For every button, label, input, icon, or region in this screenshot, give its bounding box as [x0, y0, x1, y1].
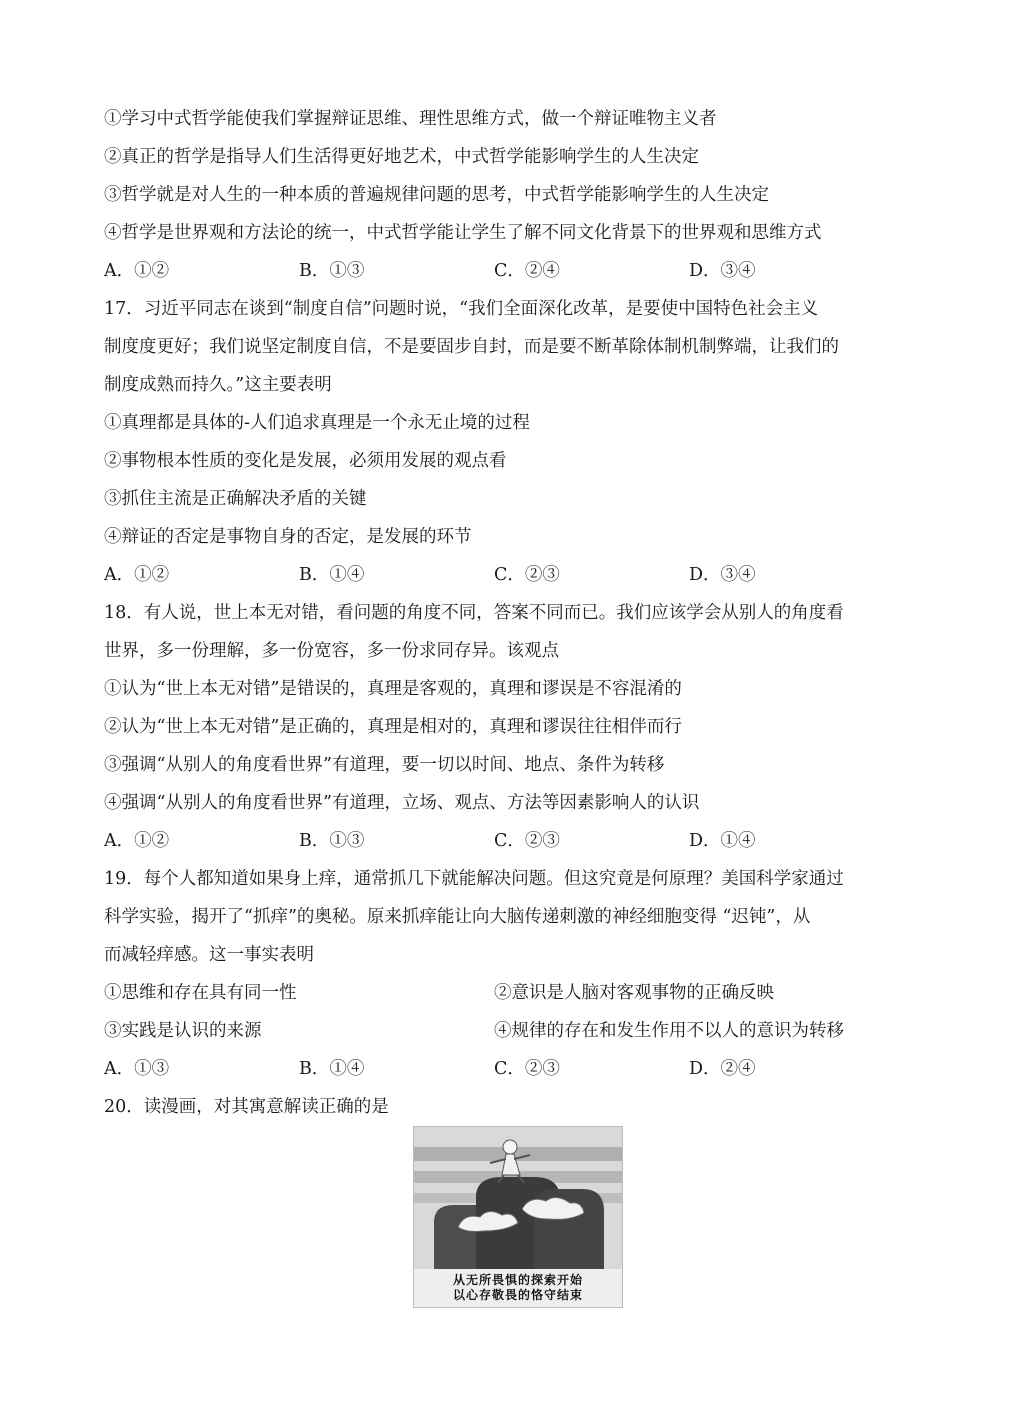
q16-option-b[interactable]: B．①③	[299, 261, 365, 281]
q18-statement-2: ②认为“世上本无对错”是正确的，真理是相对的，真理和谬误往往相伴而行	[104, 717, 682, 737]
q17-option-c[interactable]: C．②③	[494, 565, 560, 585]
q18-options	[104, 822, 934, 860]
q19-option-a[interactable]: A．①③	[104, 1059, 170, 1079]
q19-statements-row-1	[104, 974, 934, 1012]
q18-statement-3: ③强调“从别人的角度看世界”有道理，要一切以时间、地点、条件为转移	[104, 755, 665, 775]
cartoon-image	[413, 1126, 623, 1308]
q16-statement-2: ②真正的哲学是指导人们生活得更好地艺术，中式哲学能影响学生的人生决定	[104, 147, 699, 167]
q19-statements-row-2	[104, 1012, 934, 1050]
q16-options	[104, 252, 934, 290]
q17-option-d[interactable]: D．③④	[689, 565, 756, 585]
q18-stem-line-2: 世界，多一份理解，多一份宽容，多一份求同存异。该观点	[104, 641, 559, 661]
q20-stem: 20．读漫画，对其寓意解读正确的是	[104, 1097, 389, 1117]
q19-stem-line-1: 19．每个人都知道如果身上痒，通常抓几下就能解决问题。但这究竟是何原理？美国科学家通过	[104, 869, 844, 889]
question-list	[104, 100, 934, 1126]
q17-stem-line-2: 制度度更好；我们说坚定制度自信，不是要固步自封，而是要不断革除体制机制弊端，让我们的	[104, 337, 839, 357]
q18-option-a[interactable]: A．①②	[104, 831, 170, 851]
q19-statement-4: ④规律的存在和发生作用不以人的意识为转移	[494, 1021, 844, 1041]
q17-options	[104, 556, 934, 594]
q17-statement-4: ④辩证的否定是事物自身的否定，是发展的环节	[104, 527, 472, 547]
q19-option-d[interactable]: D．②④	[689, 1059, 756, 1079]
q19-stem-line-2: 科学实验，揭开了“抓痒”的奥秘。原来抓痒能让向大脑传递刺激的神经细胞变得 “迟钝”，从	[104, 907, 811, 927]
q18-option-c[interactable]: C．②③	[494, 831, 560, 851]
q16-option-d[interactable]: D．③④	[689, 261, 756, 281]
q17-stem-line-3: 制度成熟而持久。”这主要表明	[104, 375, 332, 395]
q19-statement-2: ②意识是人脑对客观事物的正确反映	[494, 983, 774, 1003]
q16-statement-4: ④哲学是世界观和方法论的统一，中式哲学能让学生了解不同文化背景下的世界观和思维方式	[104, 223, 822, 243]
q18-statement-4: ④强调“从别人的角度看世界”有道理，立场、观点、方法等因素影响人的认识	[104, 793, 700, 813]
q18-option-b[interactable]: B．①③	[299, 831, 365, 851]
q19-options	[104, 1050, 934, 1088]
q17-statement-3: ③抓住主流是正确解决矛盾的关键	[104, 489, 367, 509]
q19-option-c[interactable]: C．②③	[494, 1059, 560, 1079]
q17-stem-line-1: 17．习近平同志在谈到“制度自信”问题时说，“我们全面深化改革，是要使中国特色社会主义	[104, 299, 819, 319]
q18-stem-line-1: 18．有人说，世上本无对错，看问题的角度不同，答案不同而已。我们应该学会从别人的角度看	[104, 603, 844, 623]
q16-statement-3: ③哲学就是对人生的一种本质的普遍规律问题的思考，中式哲学能影响学生的人生决定	[104, 185, 769, 205]
q17-option-a[interactable]: A．①②	[104, 565, 170, 585]
q19-statement-1: ①思维和存在具有同一性	[104, 983, 297, 1003]
q19-statement-3: ③实践是认识的来源	[104, 1021, 262, 1041]
q17-option-b[interactable]: B．①④	[299, 565, 365, 585]
cartoon-caption-line-1: 从无所畏惧的探索开始	[452, 1273, 583, 1287]
q16-option-a[interactable]: A．①②	[104, 261, 170, 281]
q18-option-d[interactable]: D．①④	[689, 831, 756, 851]
q17-statement-1: ①真理都是具体的-人们追求真理是一个永无止境的过程	[104, 413, 530, 433]
q17-statement-2: ②事物根本性质的变化是发展，必须用发展的观点看	[104, 451, 507, 471]
cartoon-caption-line-2: 以心存敬畏的恪守结束	[452, 1288, 583, 1302]
q19-stem-line-3: 而减轻痒感。这一事实表明	[104, 945, 314, 965]
cartoon-caption	[414, 1273, 622, 1303]
q16-option-c[interactable]: C．②④	[494, 261, 560, 281]
q18-statement-1: ①认为“世上本无对错”是错误的，真理是客观的，真理和谬误是不容混淆的	[104, 679, 682, 699]
q16-statement-1: ①学习中式哲学能使我们掌握辩证思维、理性思维方式，做一个辩证唯物主义者	[104, 109, 717, 129]
q19-option-b[interactable]: B．①④	[299, 1059, 365, 1079]
